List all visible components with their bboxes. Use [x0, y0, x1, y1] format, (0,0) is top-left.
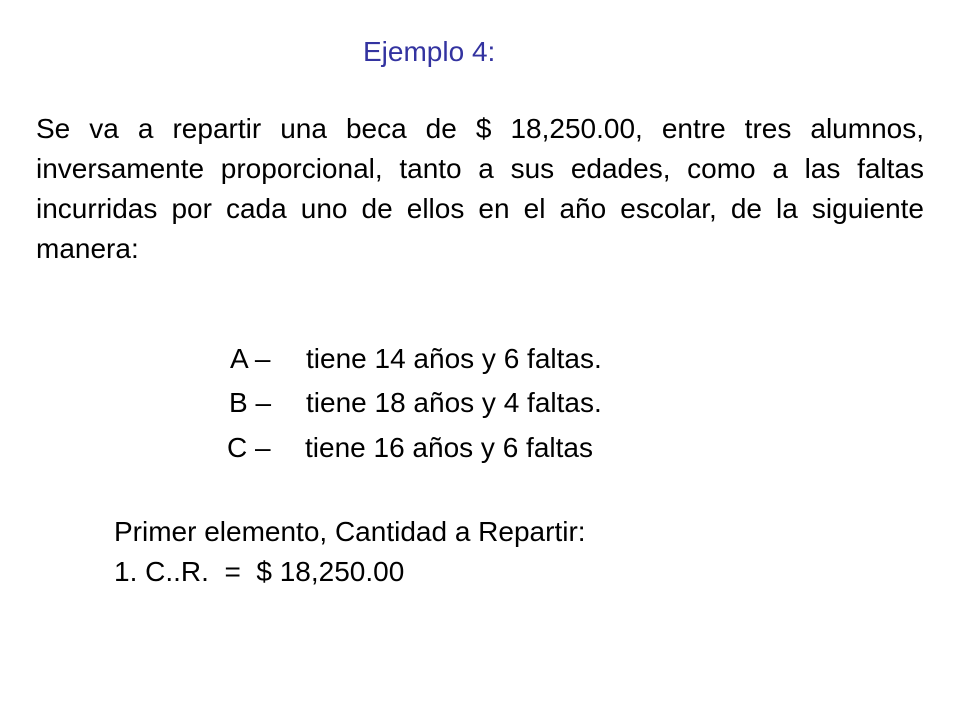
student-description: tiene 14 años y 6 faltas. — [306, 343, 602, 374]
student-row-a — [230, 339, 602, 379]
student-row-b — [229, 383, 602, 423]
student-description: tiene 16 años y 6 faltas — [305, 432, 593, 463]
slide-title: Ejemplo 4: — [363, 36, 496, 67]
student-row-c — [227, 428, 593, 468]
student-description: tiene 18 años y 4 faltas. — [306, 387, 602, 418]
section-heading: Primer elemento, Cantidad a Repartir: — [114, 516, 586, 547]
first-element-section — [114, 512, 914, 592]
problem-statement: Se va a repartir una beca de $ 18,250.00, entre tres alumnos, inversamente proporcional, tanto a sus edades, como a las faltas incurridas por cada uno de ellos en el año escolar, de la siguiente manera: — [36, 113, 924, 264]
amount-line: 1. C..R. = $ 18,250.00 — [114, 556, 405, 587]
student-letter: C – — [227, 432, 271, 463]
student-letter: A – — [230, 343, 271, 374]
student-letter: B – — [229, 387, 272, 418]
